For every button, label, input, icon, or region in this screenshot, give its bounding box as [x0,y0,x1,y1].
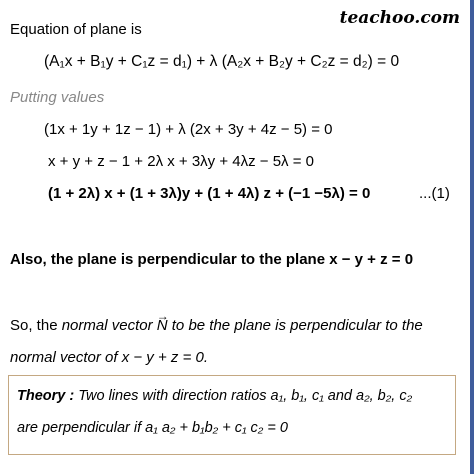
perpendicular-statement: Also, the plane is perpendicular to the plane x − y + z = 0 [10,251,414,268]
heading: Equation of plane is [10,21,142,38]
vector-n: → N [157,316,168,336]
equation-reference: ...(1) [419,185,450,202]
theory-line-1 [17,386,412,406]
normal-text-a: So, the [10,317,62,334]
plane-general-equation: (A₁x + B₁y + C₁z = d₁) + λ (A₂x + B₂y + C₂z = d₂) = 0 [44,53,400,70]
equation-step-3: (1 + 2λ) x + (1 + 3λ)y + (1 + 4λ) z + (−1 −5λ) = 0 [48,185,371,202]
brand-logo: teachoo.com [339,8,460,28]
normal-vector-line-1 [10,316,423,336]
theory-line-2: are perpendicular if a₁ a₂ + b₁b₂ + c₁ c₂ = 0 [17,420,288,436]
theory-label: Theory : [17,388,75,404]
theory-box [8,375,456,455]
right-edge-rule [470,0,474,474]
theory-text-1: Two lines with direction ratios a₁, b₁, c₁ and a₂, b₂, c₂ [74,388,413,404]
normal-vector-line-2: normal vector of x − y + z = 0. [10,349,209,366]
equation-step-1: (1x + 1y + 1z − 1) + λ (2x + 3y + 4z − 5) = 0 [44,121,333,138]
normal-text-c: to be the plane is perpendicular to the [167,317,423,334]
equation-step-2: x + y + z − 1 + 2λ x + 3λy + 4λz − 5λ = 0 [48,153,314,170]
putting-values-label: Putting values [10,89,105,106]
normal-text-b: normal vector [61,317,157,334]
